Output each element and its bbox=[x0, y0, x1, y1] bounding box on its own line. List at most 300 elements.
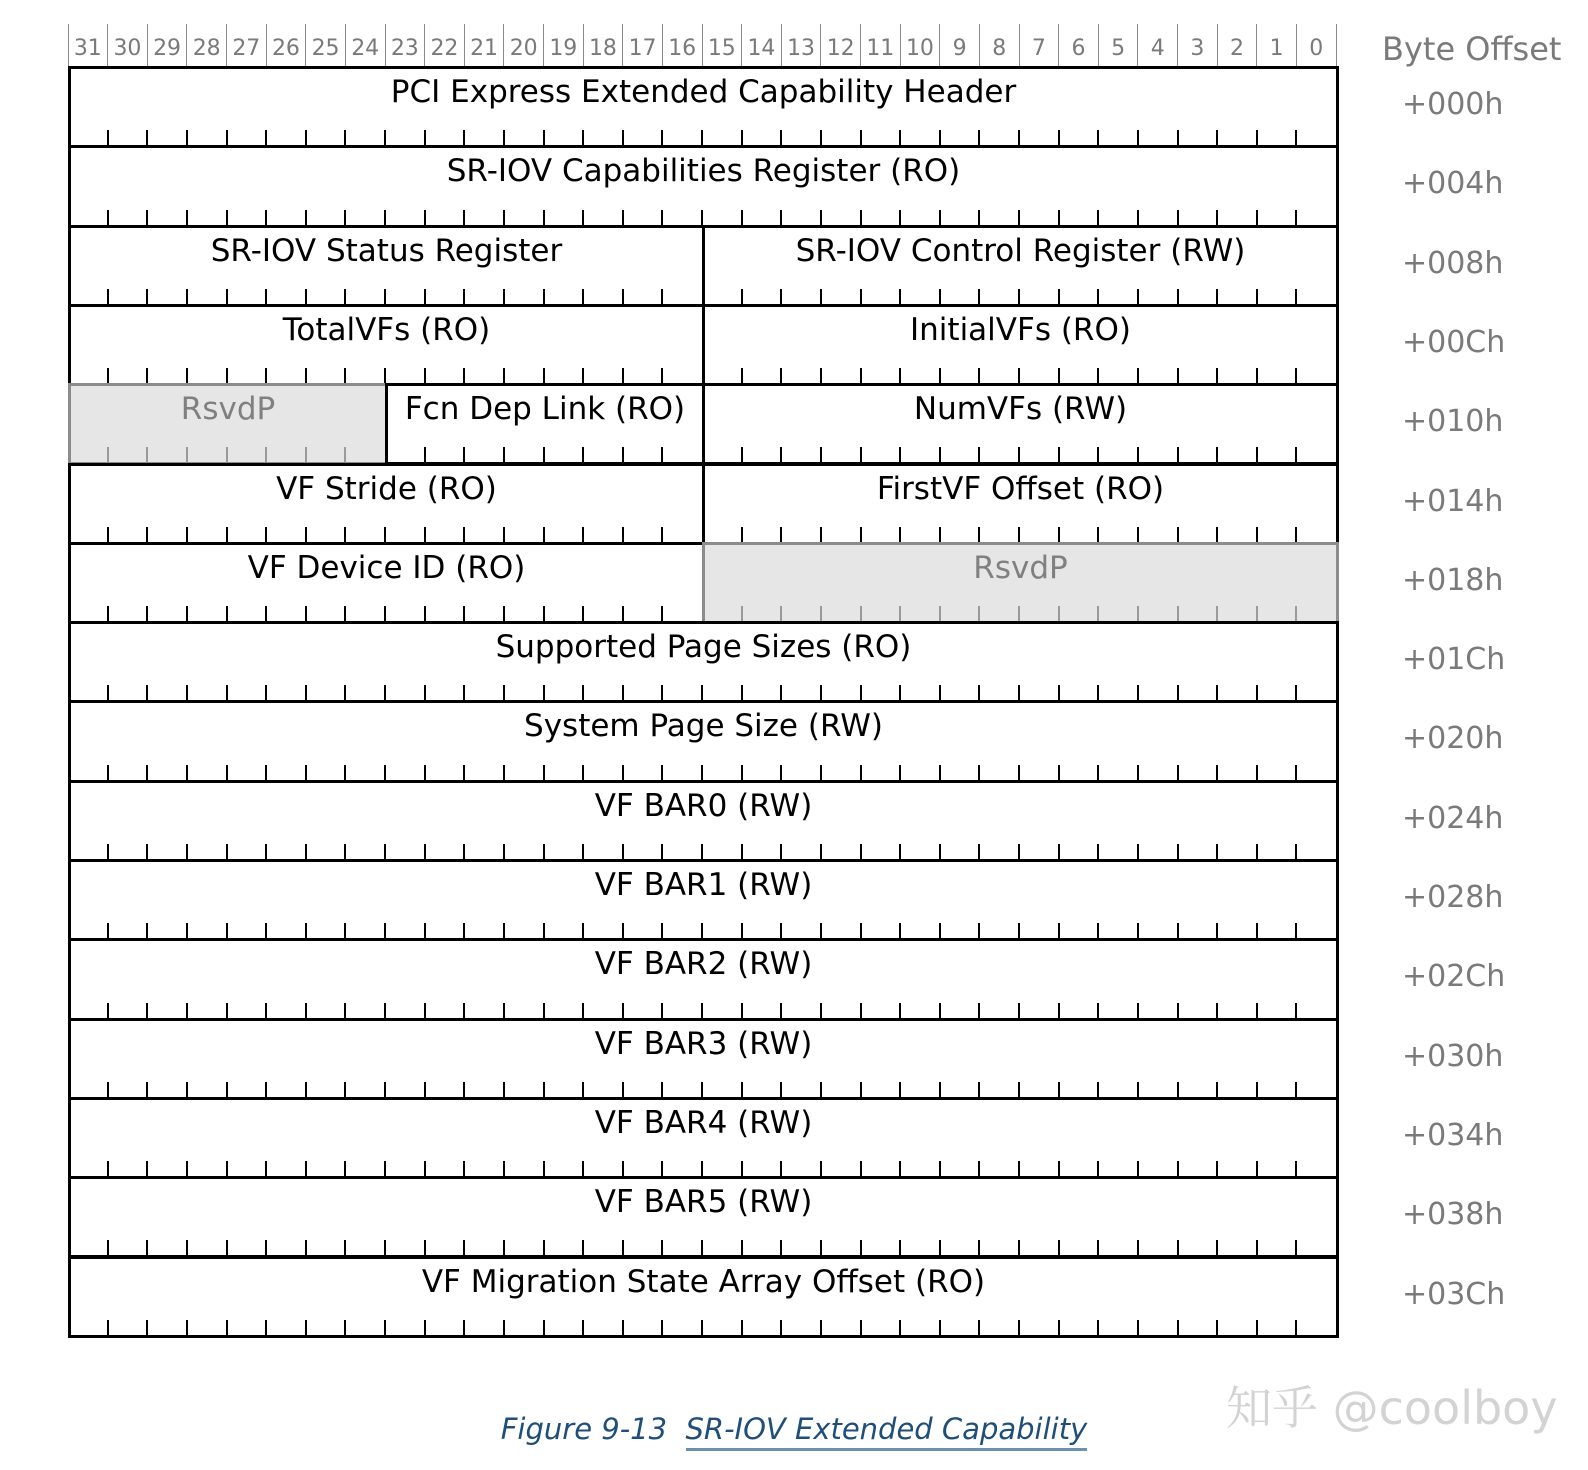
bit-tick bbox=[107, 1240, 109, 1255]
field-label: System Page Size (RW) bbox=[524, 708, 883, 745]
bit-tick bbox=[186, 1320, 188, 1335]
bit-tick bbox=[701, 685, 703, 700]
bit-tick bbox=[265, 130, 267, 145]
bit-tick bbox=[463, 606, 465, 621]
bit-tick bbox=[226, 368, 228, 383]
bit-tick bbox=[424, 1082, 426, 1097]
bit-tick bbox=[305, 844, 307, 859]
bit-tick bbox=[1058, 289, 1060, 304]
bit-number: 11 bbox=[866, 36, 895, 61]
bit-tick bbox=[582, 1320, 584, 1335]
bit-tick bbox=[899, 130, 901, 145]
bit-tick bbox=[622, 844, 624, 859]
bit-tick bbox=[186, 447, 188, 462]
bit-tick bbox=[1137, 289, 1139, 304]
bit-tick bbox=[899, 923, 901, 938]
bit-tick bbox=[503, 844, 505, 859]
bit-tick bbox=[1137, 1082, 1139, 1097]
bit-tick bbox=[1256, 527, 1258, 542]
bit-tick bbox=[344, 1082, 346, 1097]
bit-tick bbox=[1295, 1082, 1297, 1097]
bit-tick bbox=[146, 1003, 148, 1018]
byte-offset-label: +014h bbox=[1402, 483, 1504, 519]
bit-tick bbox=[1097, 130, 1099, 145]
bit-tick bbox=[1295, 130, 1297, 145]
bit-tick bbox=[622, 368, 624, 383]
bit-tick bbox=[1256, 130, 1258, 145]
bit-tick bbox=[820, 765, 822, 780]
bit-tick bbox=[661, 368, 663, 383]
bit-tick bbox=[344, 1240, 346, 1255]
bit-tick bbox=[305, 210, 307, 225]
bit-number: 26 bbox=[271, 36, 300, 61]
bit-tick bbox=[1137, 765, 1139, 780]
bit-tick bbox=[1097, 368, 1099, 383]
bit-number: 13 bbox=[787, 36, 816, 61]
bit-tick bbox=[1216, 1161, 1218, 1176]
bit-tick bbox=[899, 1240, 901, 1255]
register-field bbox=[68, 780, 1339, 862]
bit-tick bbox=[186, 923, 188, 938]
register-field bbox=[702, 225, 1339, 307]
bit-tick bbox=[1216, 1240, 1218, 1255]
bit-tick bbox=[939, 130, 941, 145]
bit-tick bbox=[1216, 210, 1218, 225]
bit-tick bbox=[463, 130, 465, 145]
bit-tick bbox=[1137, 923, 1139, 938]
bit-tick bbox=[146, 1240, 148, 1255]
bit-tick bbox=[1216, 606, 1218, 621]
bit-tick bbox=[899, 1082, 901, 1097]
bit-tick bbox=[424, 1161, 426, 1176]
bit-tick bbox=[424, 130, 426, 145]
bit-tick bbox=[582, 923, 584, 938]
bit-tick bbox=[1256, 606, 1258, 621]
bit-tick bbox=[226, 844, 228, 859]
bit-tick bbox=[1295, 1161, 1297, 1176]
bit-tick bbox=[107, 844, 109, 859]
bit-tick bbox=[1018, 765, 1020, 780]
bit-tick bbox=[186, 1161, 188, 1176]
bit-tick bbox=[265, 1320, 267, 1335]
bit-tick bbox=[661, 1003, 663, 1018]
bit-tick bbox=[661, 289, 663, 304]
bit-tick bbox=[384, 1161, 386, 1176]
bit-number: 24 bbox=[351, 36, 380, 61]
register-field bbox=[68, 859, 1339, 941]
bit-number: 8 bbox=[992, 36, 1007, 61]
bit-tick bbox=[1216, 765, 1218, 780]
bit-tick bbox=[107, 606, 109, 621]
bit-tick bbox=[543, 606, 545, 621]
bit-tick bbox=[1216, 685, 1218, 700]
bit-tick bbox=[305, 1082, 307, 1097]
bit-tick bbox=[344, 527, 346, 542]
bit-tick bbox=[226, 210, 228, 225]
bit-tick bbox=[978, 765, 980, 780]
bit-tick bbox=[1018, 368, 1020, 383]
bit-tick bbox=[344, 447, 346, 462]
bit-tick bbox=[1137, 447, 1139, 462]
field-label: VF BAR1 (RW) bbox=[594, 867, 813, 903]
bit-tick bbox=[503, 765, 505, 780]
bit-tick bbox=[1137, 130, 1139, 145]
bit-tick bbox=[384, 368, 386, 383]
bit-tick bbox=[1177, 289, 1179, 304]
bit-tick bbox=[1295, 765, 1297, 780]
bit-tick bbox=[820, 527, 822, 542]
bit-tick bbox=[1177, 765, 1179, 780]
bit-tick bbox=[1295, 606, 1297, 621]
bit-tick bbox=[1137, 1240, 1139, 1255]
bit-tick bbox=[939, 1161, 941, 1176]
bit-tick bbox=[701, 923, 703, 938]
bit-tick bbox=[305, 1320, 307, 1335]
bit-tick bbox=[463, 1003, 465, 1018]
bit-tick bbox=[503, 1161, 505, 1176]
bit-tick bbox=[582, 368, 584, 383]
bit-tick bbox=[1256, 1320, 1258, 1335]
bit-tick bbox=[226, 606, 228, 621]
bit-tick bbox=[424, 447, 426, 462]
bit-tick bbox=[305, 130, 307, 145]
bit-tick bbox=[344, 923, 346, 938]
bit-tick bbox=[265, 1003, 267, 1018]
bit-tick bbox=[582, 606, 584, 621]
bit-number: 17 bbox=[628, 36, 657, 61]
bit-tick bbox=[1097, 765, 1099, 780]
bit-tick bbox=[622, 606, 624, 621]
bit-tick bbox=[899, 1320, 901, 1335]
bit-tick bbox=[424, 685, 426, 700]
bit-tick bbox=[463, 844, 465, 859]
bit-tick bbox=[1177, 1320, 1179, 1335]
bit-tick bbox=[939, 368, 941, 383]
bit-tick bbox=[701, 130, 703, 145]
bit-tick bbox=[503, 1082, 505, 1097]
bit-tick bbox=[543, 1003, 545, 1018]
bit-tick bbox=[344, 130, 346, 145]
bit-tick bbox=[305, 1003, 307, 1018]
bit-tick bbox=[1097, 844, 1099, 859]
bit-tick bbox=[146, 606, 148, 621]
bit-tick bbox=[741, 685, 743, 700]
bit-tick bbox=[226, 527, 228, 542]
bit-number: 27 bbox=[232, 36, 261, 61]
field-label: VF Migration State Array Offset (RO) bbox=[421, 1263, 986, 1300]
bit-tick bbox=[384, 765, 386, 780]
bit-tick bbox=[424, 606, 426, 621]
bit-tick bbox=[107, 1003, 109, 1018]
bit-tick bbox=[1058, 447, 1060, 462]
bit-tick bbox=[1058, 1240, 1060, 1255]
bit-tick bbox=[1216, 1003, 1218, 1018]
bit-tick bbox=[939, 210, 941, 225]
bit-tick bbox=[860, 844, 862, 859]
bit-tick bbox=[146, 447, 148, 462]
bit-tick bbox=[860, 289, 862, 304]
bit-tick bbox=[661, 685, 663, 700]
bit-tick bbox=[305, 765, 307, 780]
field-label: VF Stride (RO) bbox=[276, 470, 497, 507]
bit-tick bbox=[107, 1082, 109, 1097]
bit-tick bbox=[384, 1320, 386, 1335]
bit-tick bbox=[780, 210, 782, 225]
bit-tick bbox=[1256, 1082, 1258, 1097]
bit-tick bbox=[424, 844, 426, 859]
bit-tick bbox=[622, 923, 624, 938]
bit-tick bbox=[344, 844, 346, 859]
bit-tick bbox=[186, 210, 188, 225]
field-label: PCI Express Extended Capability Header bbox=[390, 74, 1017, 110]
bit-tick bbox=[384, 1003, 386, 1018]
bit-tick bbox=[1256, 210, 1258, 225]
bit-tick bbox=[1058, 1082, 1060, 1097]
bit-tick bbox=[1097, 1161, 1099, 1176]
bit-tick bbox=[978, 289, 980, 304]
bit-number: 14 bbox=[747, 36, 776, 61]
bit-tick bbox=[939, 923, 941, 938]
bit-tick bbox=[1216, 447, 1218, 462]
bit-tick bbox=[463, 447, 465, 462]
bit-tick bbox=[1216, 289, 1218, 304]
bit-tick bbox=[543, 1320, 545, 1335]
bit-tick bbox=[543, 765, 545, 780]
bit-tick bbox=[860, 1082, 862, 1097]
bit-tick bbox=[1256, 1003, 1258, 1018]
bit-tick bbox=[701, 1320, 703, 1335]
bit-tick bbox=[1256, 923, 1258, 938]
bit-tick bbox=[186, 844, 188, 859]
bit-tick bbox=[186, 130, 188, 145]
bit-tick bbox=[1018, 1320, 1020, 1335]
bit-tick bbox=[107, 289, 109, 304]
bit-tick bbox=[1137, 1003, 1139, 1018]
bit-tick bbox=[384, 606, 386, 621]
bit-tick bbox=[1295, 289, 1297, 304]
bit-tick bbox=[265, 606, 267, 621]
bit-tick bbox=[305, 1161, 307, 1176]
bit-tick bbox=[1177, 606, 1179, 621]
bit-tick bbox=[860, 1003, 862, 1018]
bit-tick bbox=[107, 1320, 109, 1335]
bit-tick bbox=[384, 923, 386, 938]
register-field bbox=[68, 1097, 1339, 1179]
bit-tick bbox=[146, 1082, 148, 1097]
bit-number: 18 bbox=[588, 36, 617, 61]
bit-tick bbox=[107, 1161, 109, 1176]
bit-tick bbox=[1058, 923, 1060, 938]
bit-tick bbox=[186, 606, 188, 621]
bit-tick bbox=[265, 210, 267, 225]
field-label: SR-IOV Status Register bbox=[210, 232, 563, 269]
bit-tick bbox=[1256, 765, 1258, 780]
field-label: VF Device ID (RO) bbox=[247, 549, 526, 586]
bit-tick bbox=[265, 1161, 267, 1176]
bit-tick bbox=[543, 447, 545, 462]
bit-tick bbox=[661, 923, 663, 938]
bit-tick bbox=[1177, 1082, 1179, 1097]
bit-tick bbox=[741, 765, 743, 780]
bit-tick bbox=[146, 289, 148, 304]
register-field bbox=[68, 145, 1339, 227]
bit-number: 20 bbox=[509, 36, 538, 61]
bit-tick bbox=[582, 844, 584, 859]
bit-tick bbox=[1018, 844, 1020, 859]
bit-tick bbox=[860, 923, 862, 938]
bit-tick bbox=[543, 527, 545, 542]
bit-tick bbox=[1058, 368, 1060, 383]
bit-tick bbox=[1295, 923, 1297, 938]
bit-tick bbox=[1295, 447, 1297, 462]
bit-tick bbox=[1137, 527, 1139, 542]
bit-tick bbox=[305, 685, 307, 700]
bit-tick bbox=[820, 1161, 822, 1176]
bit-tick bbox=[622, 1240, 624, 1255]
bit-tick bbox=[1058, 527, 1060, 542]
bit-tick bbox=[1097, 1320, 1099, 1335]
bit-tick bbox=[741, 527, 743, 542]
bit-tick bbox=[978, 685, 980, 700]
bit-tick bbox=[622, 210, 624, 225]
bit-tick bbox=[186, 527, 188, 542]
bit-tick bbox=[741, 289, 743, 304]
bit-number: 23 bbox=[390, 36, 419, 61]
bit-tick bbox=[701, 1240, 703, 1255]
bit-tick bbox=[661, 765, 663, 780]
bit-number: 30 bbox=[113, 36, 142, 61]
register-field bbox=[68, 463, 705, 545]
bit-tick bbox=[820, 1320, 822, 1335]
bit-tick bbox=[899, 210, 901, 225]
bit-tick bbox=[780, 130, 782, 145]
bit-tick bbox=[1137, 685, 1139, 700]
bit-tick bbox=[424, 289, 426, 304]
bit-tick bbox=[186, 1082, 188, 1097]
bit-tick bbox=[543, 685, 545, 700]
bit-tick bbox=[424, 210, 426, 225]
bit-tick bbox=[820, 685, 822, 700]
bit-tick bbox=[226, 1082, 228, 1097]
field-label: VF BAR2 (RW) bbox=[594, 946, 813, 983]
bit-tick bbox=[860, 210, 862, 225]
bit-tick bbox=[939, 289, 941, 304]
byte-offset-label: +010h bbox=[1402, 404, 1504, 440]
bit-tick bbox=[463, 1240, 465, 1255]
bit-tick bbox=[344, 289, 346, 304]
bit-number: 6 bbox=[1071, 36, 1086, 61]
byte-offset-label: +02Ch bbox=[1402, 959, 1506, 995]
bit-tick bbox=[1097, 1003, 1099, 1018]
bit-tick bbox=[899, 447, 901, 462]
bit-tick bbox=[146, 1320, 148, 1335]
bit-tick bbox=[701, 210, 703, 225]
bit-tick bbox=[344, 765, 346, 780]
bit-tick bbox=[701, 1003, 703, 1018]
bit-tick bbox=[820, 289, 822, 304]
bit-tick bbox=[622, 1320, 624, 1335]
bit-number: 28 bbox=[192, 36, 221, 61]
bit-tick bbox=[1137, 844, 1139, 859]
bit-tick bbox=[384, 210, 386, 225]
bit-tick bbox=[384, 1240, 386, 1255]
bit-tick bbox=[503, 1003, 505, 1018]
bit-tick bbox=[780, 844, 782, 859]
bit-tick bbox=[1058, 130, 1060, 145]
bit-tick bbox=[978, 1240, 980, 1255]
bit-tick bbox=[939, 1003, 941, 1018]
bit-tick bbox=[939, 685, 941, 700]
bit-tick bbox=[860, 606, 862, 621]
bit-tick bbox=[543, 1082, 545, 1097]
bit-tick bbox=[503, 1320, 505, 1335]
byte-offset-label: +01Ch bbox=[1402, 642, 1506, 678]
bit-tick bbox=[543, 1240, 545, 1255]
bit-tick bbox=[1295, 1240, 1297, 1255]
bit-tick bbox=[1216, 130, 1218, 145]
bit-tick bbox=[503, 1240, 505, 1255]
field-label: TotalVFs (RO) bbox=[282, 311, 491, 348]
bit-tick bbox=[780, 289, 782, 304]
bit-tick bbox=[741, 130, 743, 145]
bit-tick bbox=[939, 447, 941, 462]
field-label: VF BAR5 (RW) bbox=[594, 1184, 813, 1221]
bit-tick bbox=[1177, 923, 1179, 938]
register-field bbox=[702, 304, 1339, 386]
bit-tick bbox=[622, 685, 624, 700]
bit-tick bbox=[582, 1240, 584, 1255]
bit-tick bbox=[543, 923, 545, 938]
bit-tick bbox=[305, 447, 307, 462]
field-label: FirstVF Offset (RO) bbox=[876, 470, 1165, 507]
field-label: SR-IOV Control Register (RW) bbox=[795, 232, 1246, 269]
bit-tick bbox=[1018, 210, 1020, 225]
bit-tick bbox=[1256, 368, 1258, 383]
bit-tick bbox=[978, 527, 980, 542]
bit-tick bbox=[1097, 685, 1099, 700]
bit-tick bbox=[899, 606, 901, 621]
bit-tick bbox=[1216, 844, 1218, 859]
bit-tick bbox=[305, 1240, 307, 1255]
bit-tick bbox=[226, 685, 228, 700]
bit-tick bbox=[265, 368, 267, 383]
bit-tick bbox=[384, 844, 386, 859]
bit-tick bbox=[146, 923, 148, 938]
figure-number: Figure 9-13 bbox=[500, 1412, 668, 1446]
bit-tick bbox=[344, 606, 346, 621]
bit-tick bbox=[463, 923, 465, 938]
bit-tick bbox=[661, 210, 663, 225]
bit-tick bbox=[226, 130, 228, 145]
bit-tick bbox=[978, 606, 980, 621]
register-field bbox=[702, 383, 1339, 465]
bit-tick bbox=[622, 527, 624, 542]
bit-tick bbox=[701, 765, 703, 780]
bit-tick bbox=[741, 606, 743, 621]
bit-tick bbox=[780, 1003, 782, 1018]
bit-tick bbox=[424, 527, 426, 542]
bit-tick bbox=[1097, 447, 1099, 462]
bit-number: 9 bbox=[952, 36, 967, 61]
bit-tick bbox=[1018, 1240, 1020, 1255]
bit-separator bbox=[1336, 24, 1337, 66]
field-label: NumVFs (RW) bbox=[913, 391, 1128, 428]
bit-tick bbox=[1137, 368, 1139, 383]
bit-tick bbox=[107, 130, 109, 145]
bit-tick bbox=[820, 1240, 822, 1255]
bit-tick bbox=[741, 447, 743, 462]
field-label: SR-IOV Capabilities Register (RO) bbox=[446, 153, 961, 190]
